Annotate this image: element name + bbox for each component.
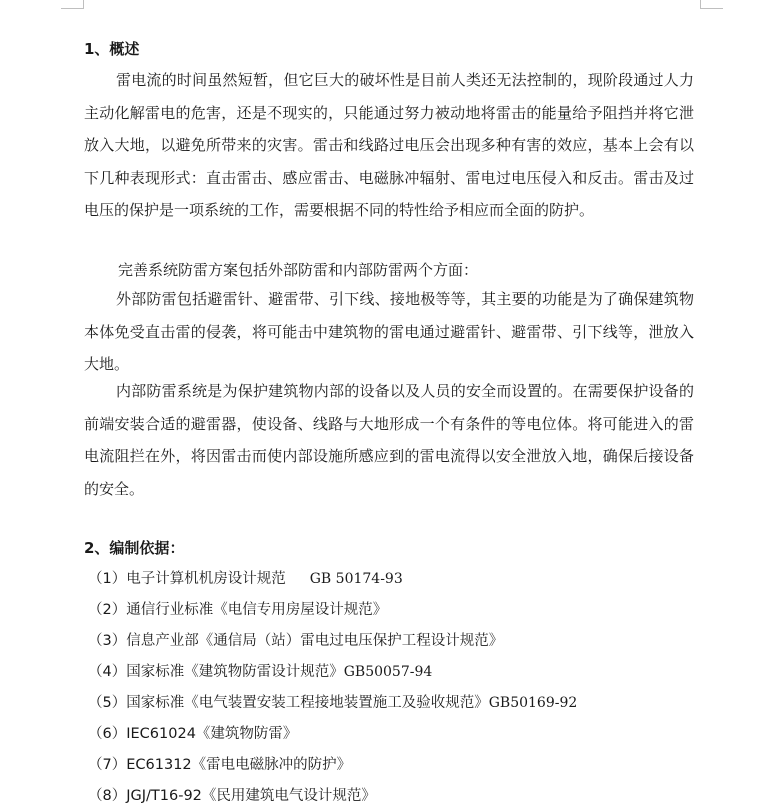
list-item — [88, 626, 577, 657]
list-item-text: IEC61024《建筑物防雷》 — [126, 726, 298, 742]
list-item-number: （4） — [88, 664, 127, 680]
list-item-number: （2） — [88, 602, 127, 618]
list-item-number: （7） — [88, 757, 127, 773]
list-item-number: （3） — [88, 633, 127, 649]
page-corner-mark-right — [700, 0, 723, 9]
list-item — [88, 657, 577, 688]
list-item-text: 国家标准《电气装置安装工程接地装置施工及验收规范》 — [126, 695, 489, 711]
list-item-text: 通信行业标准《电信专用房屋设计规范》 — [126, 602, 388, 618]
section-1-heading: 1、概述 — [84, 40, 140, 58]
list-item-code: GB50057-94 — [343, 664, 433, 680]
list-item-number: （5） — [88, 695, 127, 711]
list-item — [88, 688, 577, 719]
list-item-text: 电子计算机机房设计规范 — [126, 571, 286, 587]
list-item-text: 国家标准《建筑物防雷设计规范》 — [126, 664, 344, 680]
list-item-number: （8） — [88, 788, 127, 804]
list-item — [88, 750, 577, 781]
list-item-number: （1） — [88, 571, 127, 587]
overview-paragraph-2: 完善系统防雷方案包括外部防雷和内部防雷两个方面： — [118, 261, 479, 279]
list-item-code: GB50169-92 — [488, 695, 578, 711]
list-item — [88, 595, 577, 626]
list-item-code: GB 50174-93 — [309, 571, 403, 587]
reference-list — [88, 564, 577, 812]
list-item — [88, 781, 577, 812]
page-corner-mark-left — [61, 0, 84, 9]
list-item-text: JGJ/T16-92《民用建筑电气设计规范》 — [126, 788, 376, 804]
list-item-number: （6） — [88, 726, 127, 742]
list-item-text: EC61312《雷电电磁脉冲的防护》 — [126, 757, 352, 773]
section-2-heading: 2、编制依据： — [84, 539, 185, 557]
overview-paragraph-1: 雷电流的时间虽然短暂，但它巨大的破坏性是目前人类还无法控制的，现阶段通过人力主动化解雷电的危害，还是不现实的，只能通过努力被动地将雷击的能量给予阻挡并将它泄放入大地，以避免所带来的灾害。雷击和线路过电压会出现多种有害的效应，基本上会有以下几种表现形式：直击雷击、感应雷击、电磁脉冲辐射、雷电过电压侵入和反击。雷击及过电压的保护是一项系统的工作，需要根据不同的特性给予相应而全面的防护。 — [84, 71, 694, 219]
overview-paragraph-3: 外部防雷包括避雷针、避雷带、引下线、接地极等等，其主要的功能是为了确保建筑物本体免受直击雷的侵袭，将可能击中建筑物的雷电通过避雷针、避雷带、引下线等，泄放入大地。 — [84, 290, 694, 373]
list-item — [88, 719, 577, 750]
list-item — [88, 564, 577, 595]
list-item-text: 信息产业部《通信局（站）雷电过电压保护工程设计规范》 — [126, 633, 504, 649]
overview-paragraph-4: 内部防雷系统是为保护建筑物内部的设备以及人员的安全而设置的。在需要保护设备的前端安装合适的避雷器，使设备、线路与大地形成一个有条件的等电位体。将可能进入的雷电流阻拦在外，将因雷击而使内部设施所感应到的雷电流得以安全泄放入地，确保后接设备的安全。 — [84, 382, 694, 498]
